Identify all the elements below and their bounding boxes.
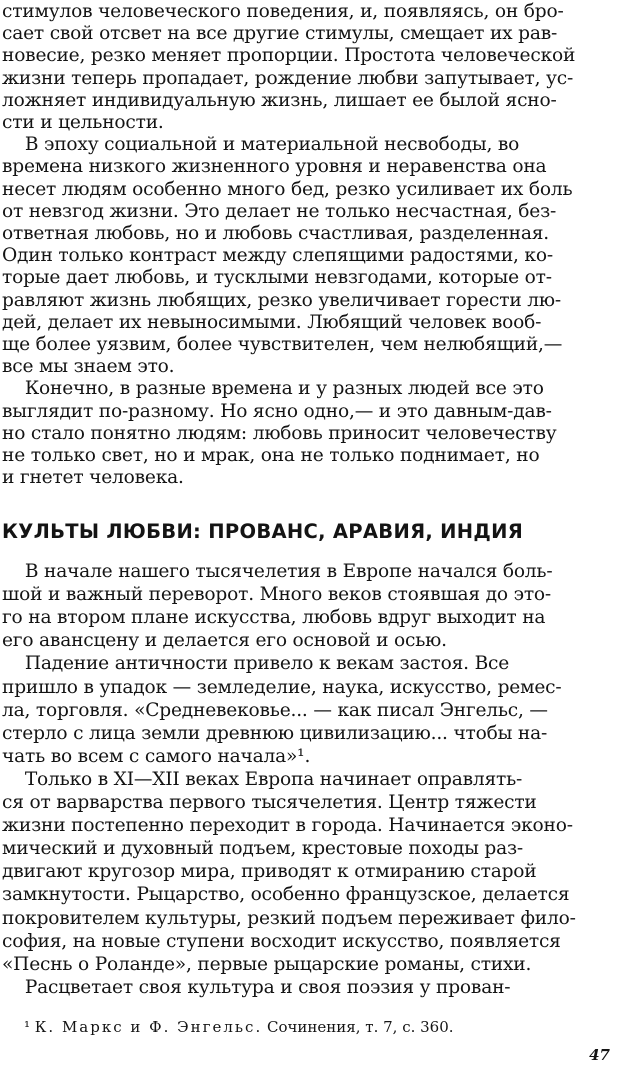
text-line: стимулов человеческого поведения, и, появляясь, он бро- <box>2 2 564 22</box>
text-line: В эпоху социальной и материальной несвободы, во <box>2 135 520 156</box>
text-line: несет людям особенно много бед, резко усиливает их боль <box>2 179 573 200</box>
text-line: Конечно, в разные времена и у разных людей все это <box>2 379 544 400</box>
text-line: В начале нашего тысячелетия в Европе начался боль- <box>2 562 553 582</box>
text-line: и гнетет человека. <box>2 468 184 489</box>
footnote <box>24 1018 454 1036</box>
text-line: сти и цельности. <box>2 113 164 133</box>
text-line: замкнутости. Рыцарство, особенно французское, делается <box>2 885 570 906</box>
text-line: Только в XI—XII веках Европа начинает оправлять- <box>2 769 523 790</box>
text-line: двигают кругозор мира, приводят к отмиранию старой <box>2 862 537 883</box>
text-line: новесие, резко меняет пропорции. Простота человеческой <box>2 46 576 67</box>
text-line: ла, торговля. «Средневековье... — как писал Энгельс, — <box>2 700 548 721</box>
text-line: ся от варварства первого тысячелетия. Центр тяжести <box>2 793 537 813</box>
text-line: ще более уязвим, более чувствителен, чем нелюбящий,— <box>2 335 563 355</box>
text-line: времена низкого жизненного уровня и неравенства она <box>2 157 547 178</box>
footnote-mark: ¹ <box>24 1018 31 1036</box>
text-line: жизни теперь пропадает, рождение любви запутывает, ус- <box>2 68 574 89</box>
footnote-source: Сочинения, т. 7, с. 360. <box>267 1018 454 1036</box>
text-line: его авансцену и делается его основой и осью. <box>2 631 447 652</box>
text-line: ложняет индивидуальную жизнь, лишает ее былой ясно- <box>2 90 557 111</box>
page-number: 47 <box>589 1046 610 1064</box>
text-line: «Песнь о Роланде», первые рыцарские романы, стихи. <box>2 954 532 975</box>
text-line: стерло с лица земли древнюю цивилизацию... чтобы на- <box>2 723 548 744</box>
text-line: софия, на новые ступени восходит искусство, появляется <box>2 931 561 952</box>
text-line: все мы знаем это. <box>2 357 175 378</box>
text-line: дей, делает их невыносимыми. Любящий человек вооб- <box>2 312 542 333</box>
text-line: го на втором плане искусства, любовь вдруг выходит на <box>2 608 546 629</box>
text-line: Падение античности привело к векам застоя. Все <box>2 654 510 675</box>
text-line: мический и духовный подъем, крестовые походы раз- <box>2 839 524 860</box>
footnote-authors: К. Маркс и Ф. Энгельс. <box>34 1018 263 1036</box>
text-line: шой и важный переворот. Много веков стоявшая до это- <box>2 585 551 606</box>
text-line: чать во всем с самого начала»¹. <box>2 746 311 767</box>
section-heading: КУЛЬТЫ ЛЮБВИ: ПРОВАНС, АРАВИЯ, ИНДИЯ <box>2 520 524 543</box>
text-line: от невзгод жизни. Это делает не только несчастная, без- <box>2 201 557 222</box>
text-line: покровителем культуры, резкий подъем переживает фило- <box>2 908 576 929</box>
text-line: но стало понятно людям: любовь приносит человечеству <box>2 423 557 444</box>
text-line: равляют жизнь любящих, резко увеличивает горести лю- <box>2 290 561 311</box>
text-line: сает свой отсвет на все другие стимулы, смещает их рав- <box>2 24 558 45</box>
text-line: не только свет, но и мрак, она не только поднимает, но <box>2 446 540 466</box>
text-line: пришло в упадок — земледелие, наука, искусство, ремес- <box>2 677 562 698</box>
text-line: выглядит по-разному. Но ясно одно,— и это давным-дав- <box>2 401 552 422</box>
text-line: Расцветает своя культура и своя поэзия у прован- <box>2 977 511 998</box>
text-line: торые дает любовь, и тусклыми невзгодами, которые от- <box>2 268 552 289</box>
text-line: Один только контраст между слепящими радостями, ко- <box>2 246 553 267</box>
text-line: жизни постепенно переходит в города. Начинается эконо- <box>2 816 573 837</box>
text-line: ответная любовь, но и любовь счастливая, разделенная. <box>2 224 549 244</box>
